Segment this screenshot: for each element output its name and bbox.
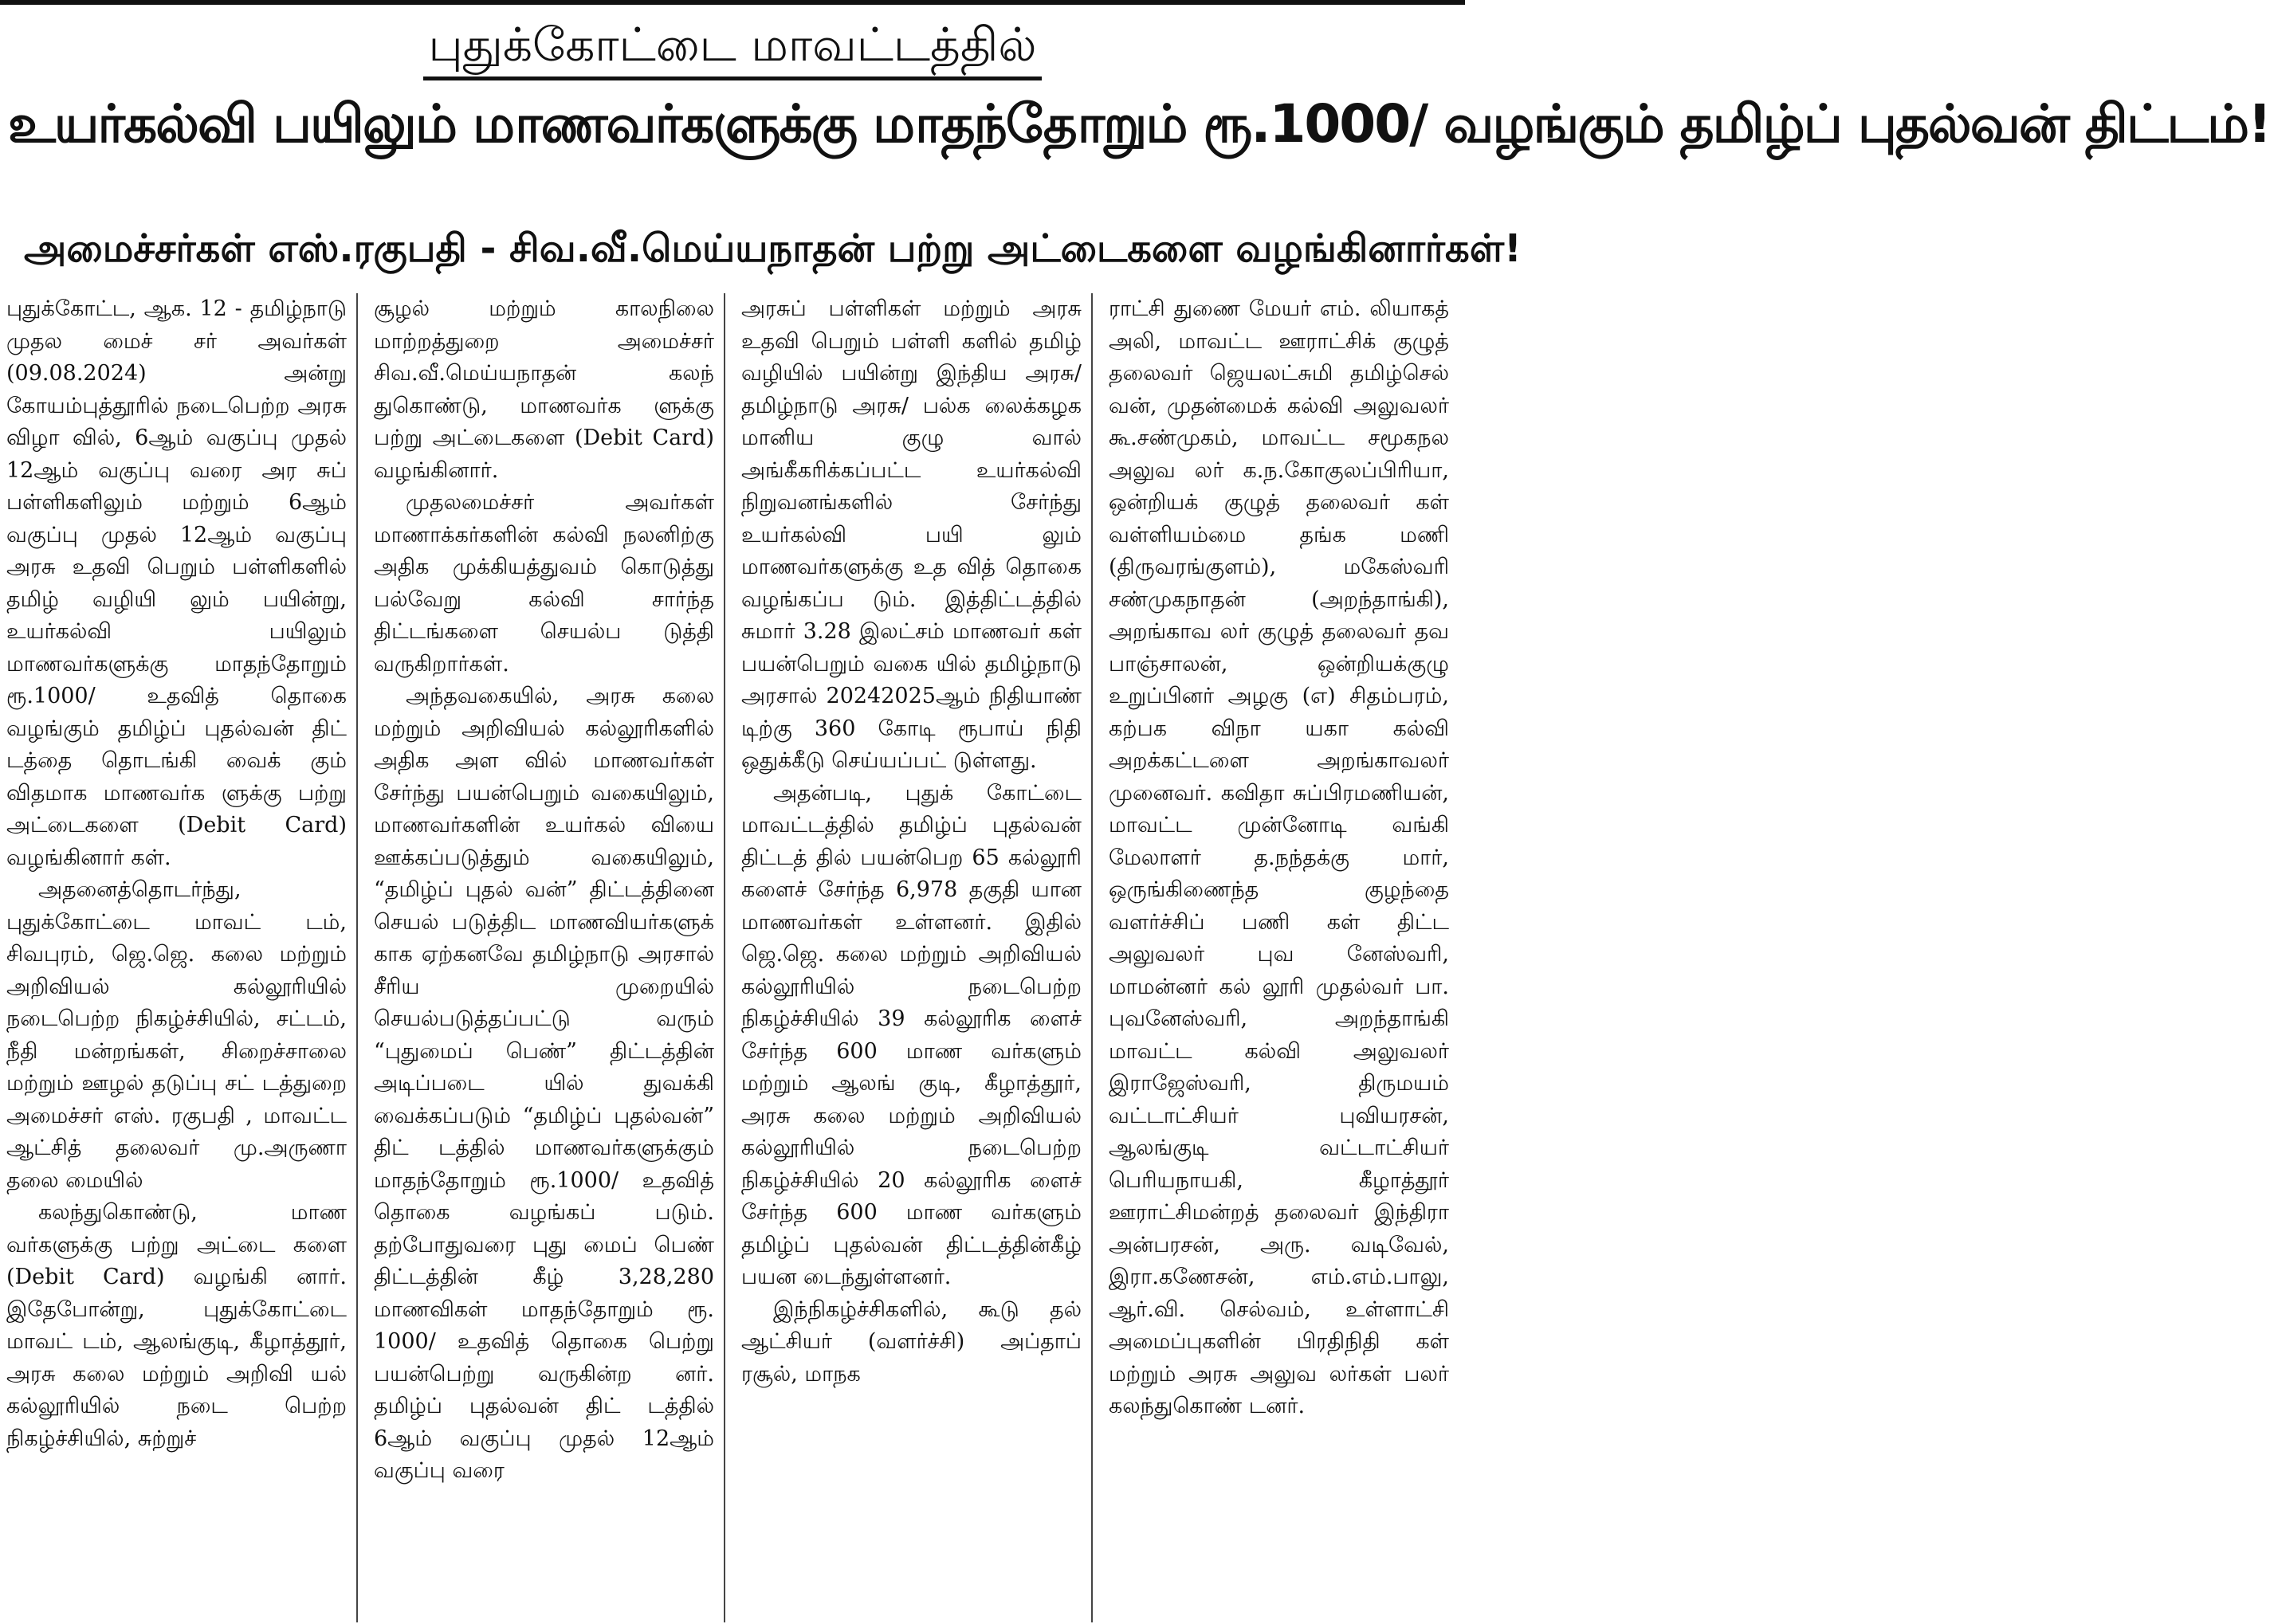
article-column-1 (6, 293, 358, 1622)
column-2-paragraph-2: முதலமைச்சர் அவர்கள் மாணாக்கர்களின் கல்வி நலனிற்கு அதிக முக்கியத்துவம் கொடுத்து பல்வேறு கல்வி சார்ந்த திட்டங்களை செயல்ப டுத்தி வருகிறார்கள். (374, 490, 714, 677)
column-2-paragraph-1: சூழல் மற்றும் காலநிலை மாற்றத்துறை அமைச்சர் சிவ.வீ.மெய்யநாதன் கலந் துகொண்டு, மாணவர்க ளுக்கு பற்று அட்டைகளை (Debit Card) வழங்கினார். (374, 296, 714, 483)
subheadline: அமைச்சர்கள் எஸ்.ரகுபதி - சிவ.வீ.மெய்யநாதன் பற்று அட்டைகளை வழங்கினார்கள்! (24, 226, 1522, 271)
column-3-paragraph-2: அதன்படி, புதுக் கோட்டை மாவட்டத்தில் தமிழ்ப் புதல்வன் திட்டத் தில் பயன்பெற 65 கல்லூரி களைச் சேர்ந்த 6,978 தகுதி யான மாணவர்கள் உள்ளனர். இதில் ஜெ.ஜெ. கலை மற்றும் அறிவியல் கல்லூரியில் நடைபெற்ற நிகழ்ச்சியில் 39 கல்லூரிக ளைச் சேர்ந்த 600 மாண வர்களும் மற்றும் ஆலங் குடி, கீழாத்தூர், அரசு கலை மற்றும் அறிவியல் கல்லூரியில் நடைபெற்ற நிகழ்ச்சியில் 20 கல்லூரிக ளைச் சேர்ந்த 600 மாண வர்களும் தமிழ்ப் புதல்வன் திட்டத்தின்கீழ் பயன டைந்துள்ளனர். (741, 780, 1082, 1289)
article-body (6, 293, 1459, 1622)
headline: உயர்கல்வி பயிலும் மாணவர்களுக்கு மாதந்தோறும் ரூ.1000/ வழங்கும் தமிழ்ப் புதல்வன் திட்டம்! (8, 93, 2270, 155)
kicker-heading (0, 18, 1465, 78)
column-2-paragraph-3: அந்தவகையில், அரசு கலை மற்றும் அறிவியல் கல்லூரிகளில் அதிக அள வில் மாணவர்கள் சேர்ந்து பயன்பெறும் வகையிலும், மாணவர்களின் உயர்கல் வியை ஊக்கப்படுத்தும் வகையிலும், “தமிழ்ப் புதல் வன்” திட்டத்தினை செயல் படுத்திட மாணவியர்களுக் காக ஏற்கனவே தமிழ்நாடு அரசால் சீரிய முறையில் செயல்படுத்தப்பட்டு வரும் “புதுமைப் பெண்” திட்டத்தின் அடிப்படை யில் துவக்கி வைக்கப்படும் “தமிழ்ப் புதல்வன்” திட் டத்தில் மாணவர்களுக்கும் மாதந்தோறும் ரூ.1000/ உதவித் தொகை வழங்கப் படும். தற்போதுவரை புது மைப் பெண் திட்டத்தின் கீழ் 3,28,280 மாணவிகள் மாதந்தோறும் ரூ. 1000/ உதவித் தொகை பெற்று பயன்பெற்று வருகின்ற னர். தமிழ்ப் புதல்வன் திட் டத்தில் 6ஆம் வகுப்பு முதல் 12ஆம் வகுப்பு வரை (374, 684, 714, 1483)
article-column-3 (741, 293, 1093, 1622)
column-3-paragraph-1: அரசுப் பள்ளிகள் மற்றும் அரசு உதவி பெறும் பள்ளி களில் தமிழ் வழியில் பயின்று இந்திய அரசு/ தமிழ்நாடு அரசு/ பல்க லைக்கழக மானிய குழு வால் அங்கீகரிக்கப்பட்ட உயர்கல்வி நிறுவனங்களில் சேர்ந்து உயர்கல்வி பயி லும் மாணவர்களுக்கு உத வித் தொகை வழங்கப்ப டும். இத்திட்டத்தில் சுமார் 3.28 இலட்சம் மாணவர் கள் பயன்பெறும் வகை யில் தமிழ்நாடு அரசால் 20242025ஆம் நிதியாண் டிற்கு 360 கோடி ரூபாய் நிதி ஒதுக்கீடு செய்யப்பட் டுள்ளது. (741, 296, 1082, 773)
column-1-paragraph-1: புதுக்கோட்ட, ஆக. 12 - தமிழ்நாடு முதல மைச் சர் அவர்கள் (09.08.2024) அன்று கோயம்புத்தூரில் நடைபெற்ற அரசு விழா வில், 6ஆம் வகுப்பு முதல் 12ஆம் வகுப்பு வரை அர சுப் பள்ளிகளிலும் மற்றும் 6ஆம் வகுப்பு முதல் 12ஆம் வகுப்பு அரசு உதவி பெறும் பள்ளிகளில் தமிழ் வழியி லும் பயின்று, உயர்கல்வி பயிலும் மாணவர்களுக்கு மாதந்தோறும் ரூ.1000/ உதவித் தொகை வழங்கும் தமிழ்ப் புதல்வன் திட் டத்தை தொடங்கி வைக் கும் விதமாக மாணவர்க ளுக்கு பற்று அட்டைகளை (Debit Card) வழங்கினார் கள். (6, 296, 347, 870)
column-1-paragraph-2: அதனைத்தொடர்ந்து, புதுக்கோட்டை மாவட் டம், சிவபுரம், ஜெ.ஜெ. கலை மற்றும் அறிவியல் கல்லூரியில் நடைபெற்ற நிகழ்ச்சியில், சட்டம், நீதி மன்றங்கள், சிறைச்சாலை மற்றும் ஊழல் தடுப்பு சட் டத்துறை அமைச்சர் எஸ். ரகுபதி , மாவட்ட ஆட்சித் தலைவர் மு.அருணா தலை மையில் (6, 877, 347, 1193)
column-3-paragraph-3: இந்நிகழ்ச்சிகளில், கூடு தல் ஆட்சியர் (வளர்ச்சி) அப்தாப் ரசூல், மாநக (741, 1296, 1082, 1387)
article-column-2 (374, 293, 725, 1622)
column-4-paragraph-1: ராட்சி துணை மேயர் எம். லியாகத் அலி, மாவட்ட ஊராட்சிக் குழுத் தலைவர் ஜெயலட்சுமி தமிழ்செல் வன், முதன்மைக் கல்வி அலுவலர் கூ.சண்முகம், மாவட்ட சமூகநல அலுவ லர் க.ந.கோகுலப்பிரியா, ஒன்றியக் குழுத் தலைவர் கள் வள்ளியம்மை தங்க மணி (திருவரங்குளம்), மகேஸ்வரி சண்முகநாதன் (அறந்தாங்கி), அறங்காவ லர் குழுத் தலைவர் தவ பாஞ்சாலன், ஒன்றியக்குழு உறுப்பினர் அழகு (எ) சிதம்பரம், கற்பக விநா யகா கல்வி அறக்கட்டளை அறங்காவலர் முனைவர். கவிதா சுப்பிரமணியன், மாவட்ட முன்னோடி வங்கி மேலாளர் த.நந்தக்கு மார், ஒருங்கிணைந்த குழந்தை வளர்ச்சிப் பணி கள் திட்ட அலுவலர் புவ னேஸ்வரி, மாமன்னர் கல் லூரி முதல்வர் பா. புவனேஸ்வரி, அறந்தாங்கி மாவட்ட கல்வி அலுவலர் இராஜேஸ்வரி, திருமயம் வட்டாட்சியர் புவியரசன், ஆலங்குடி வட்டாட்சியர் பெரியநாயகி, கீழாத்தூர் ஊராட்சிமன்றத் தலைவர் இந்திரா அன்பரசன், அரு. வடிவேல், இரா.கணேசன், எம்.எம்.பாலு, ஆர்.வி. செல்வம், உள்ளாட்சி அமைப்புகளின் பிரதிநிதி கள் மற்றும் அரசு அலுவ லர்கள் பலர் கலந்துகொண் டனர். (1109, 296, 1449, 1418)
article-column-4 (1109, 293, 1459, 1622)
kicker-text: புதுக்கோட்டை மாவட்டத்தில் (423, 18, 1041, 80)
column-1-paragraph-3: கலந்துகொண்டு, மாண வர்களுக்கு பற்று அட்டை களை (Debit Card) வழங்கி னார். இதேபோன்று, புதுக்கோட்டை மாவட் டம், ஆலங்குடி, கீழாத்தூர், அரசு கலை மற்றும் அறிவி யல் கல்லூரியில் நடை பெற்ற நிகழ்ச்சியில், சுற்றுச் (6, 1200, 347, 1451)
top-rule (0, 0, 1465, 5)
